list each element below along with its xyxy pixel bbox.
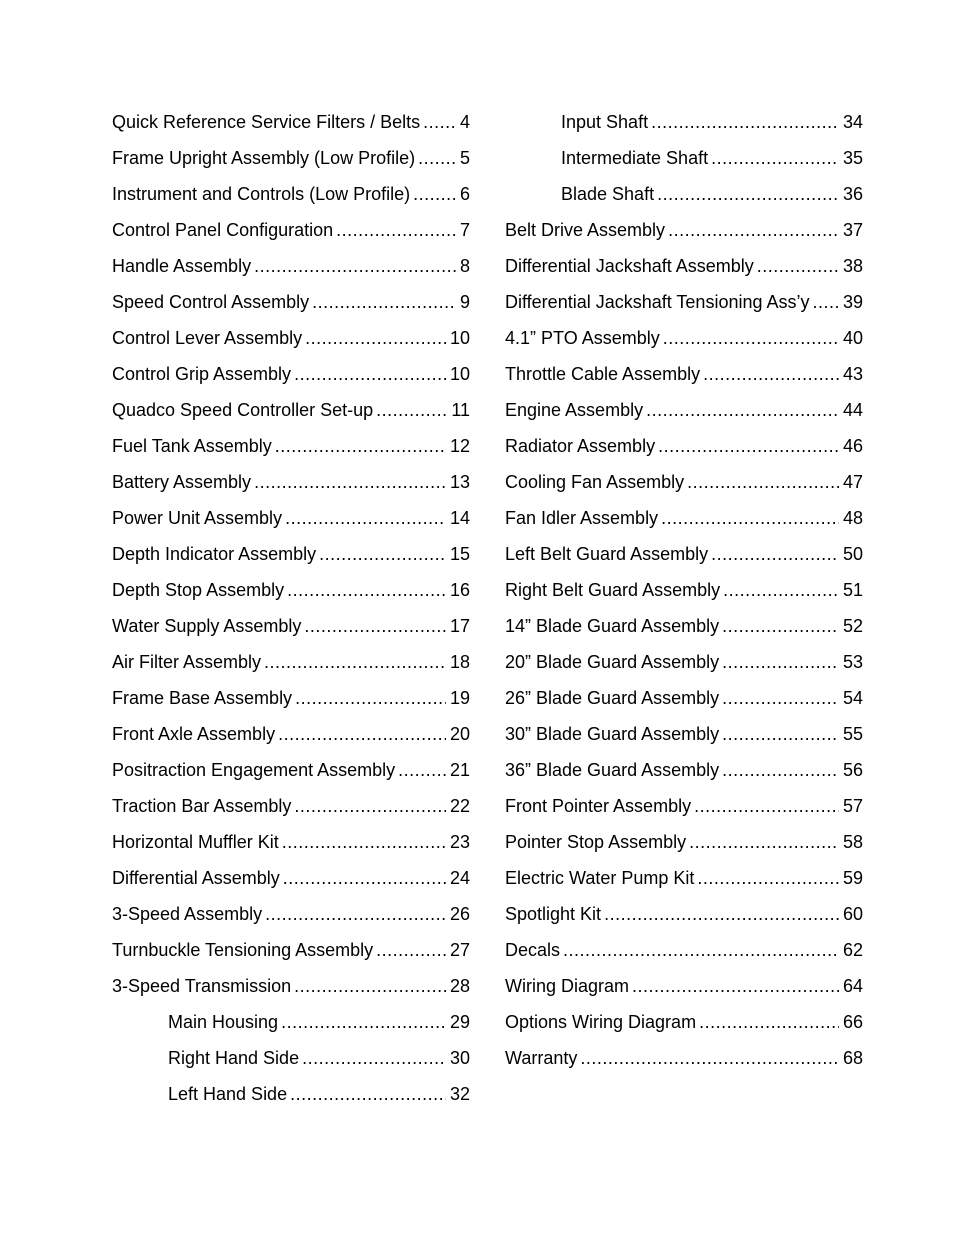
dot-leader xyxy=(281,1008,446,1036)
toc-entry[interactable] xyxy=(112,792,470,828)
toc-entry-title: Differential Jackshaft Tensioning Ass’y xyxy=(505,292,810,312)
toc-entry-title: 30” Blade Guard Assembly xyxy=(505,724,720,744)
dot-leader xyxy=(376,396,447,424)
dot-leader xyxy=(336,216,456,244)
toc-entry-page-number: 50 xyxy=(842,544,863,564)
dot-leader xyxy=(285,504,446,532)
toc-entry-title: Frame Base Assembly xyxy=(112,688,293,708)
dot-leader xyxy=(668,216,839,244)
toc-entry[interactable] xyxy=(112,252,470,288)
toc-entry-title: Spotlight Kit xyxy=(505,904,602,924)
dot-leader xyxy=(376,936,446,964)
dot-leader xyxy=(275,432,446,460)
toc-entry-page-number: 51 xyxy=(842,580,863,600)
toc-entry[interactable] xyxy=(112,756,470,792)
dot-leader xyxy=(757,252,839,280)
toc-entry[interactable] xyxy=(112,1080,470,1116)
toc-entry-page-number: 27 xyxy=(449,940,470,960)
toc-entry-page-number: 53 xyxy=(842,652,863,672)
toc-entry-page-number: 13 xyxy=(449,472,470,492)
toc-entry-title: Turnbuckle Tensioning Assembly xyxy=(112,940,374,960)
dot-leader xyxy=(265,900,446,928)
toc-entry[interactable] xyxy=(505,432,863,468)
toc-entry[interactable] xyxy=(505,576,863,612)
dot-leader xyxy=(703,360,839,388)
dot-leader xyxy=(723,576,839,604)
dot-leader xyxy=(687,468,839,496)
toc-entry-title: Differential Jackshaft Assembly xyxy=(505,256,754,276)
toc-entry-title: Control Panel Configuration xyxy=(112,220,334,240)
toc-entry[interactable] xyxy=(505,288,863,324)
dot-leader xyxy=(254,468,446,496)
toc-entry-page-number: 39 xyxy=(842,292,863,312)
toc-entry-page-number: 11 xyxy=(451,400,470,420)
toc-entry[interactable] xyxy=(112,396,470,432)
toc-entry[interactable] xyxy=(505,396,863,432)
toc-entry-title: Speed Control Assembly xyxy=(112,292,310,312)
toc-entry[interactable] xyxy=(112,612,470,648)
toc-entry[interactable] xyxy=(505,540,863,576)
toc-entry[interactable] xyxy=(112,900,470,936)
toc-entry-page-number: 48 xyxy=(842,508,863,528)
dot-leader xyxy=(646,396,839,424)
toc-entry-page-number: 68 xyxy=(842,1048,863,1068)
toc-entry[interactable] xyxy=(505,468,863,504)
toc-entry[interactable] xyxy=(505,900,863,936)
toc-entry[interactable] xyxy=(505,360,863,396)
toc-entry-page-number: 34 xyxy=(842,112,863,132)
dot-leader xyxy=(661,504,839,532)
toc-entry-page-number: 23 xyxy=(449,832,470,852)
toc-entry[interactable] xyxy=(505,936,863,972)
dot-leader xyxy=(711,540,839,568)
toc-entry-title: Depth Stop Assembly xyxy=(112,580,285,600)
toc-entry[interactable] xyxy=(505,108,863,144)
toc-entry-title: Wiring Diagram xyxy=(505,976,630,996)
toc-entry[interactable] xyxy=(112,972,470,1008)
toc-entry-title: 20” Blade Guard Assembly xyxy=(505,652,720,672)
toc-entry-page-number: 24 xyxy=(449,868,470,888)
toc-entry[interactable] xyxy=(112,180,470,216)
toc-entry-page-number: 21 xyxy=(449,760,470,780)
dot-leader xyxy=(398,756,446,784)
dot-leader xyxy=(689,828,839,856)
toc-entry-title: Input Shaft xyxy=(561,112,649,132)
toc-entry-title: Fuel Tank Assembly xyxy=(112,436,272,456)
toc-entry-page-number: 22 xyxy=(449,796,470,816)
toc-entry-page-number: 12 xyxy=(449,436,470,456)
toc-entry-page-number: 15 xyxy=(449,544,470,564)
toc-entry-page-number: 16 xyxy=(449,580,470,600)
dot-leader xyxy=(287,576,446,604)
toc-entry-title: 4.1” PTO Assembly xyxy=(505,328,660,348)
toc-entry[interactable] xyxy=(505,1044,863,1080)
toc-entry-page-number: 66 xyxy=(842,1012,863,1032)
toc-entry[interactable] xyxy=(112,864,470,900)
dot-leader xyxy=(658,432,839,460)
toc-entry-title: Control Lever Assembly xyxy=(112,328,303,348)
toc-entry-title: 3-Speed Transmission xyxy=(112,976,292,996)
toc-entry-page-number: 57 xyxy=(842,796,863,816)
toc-entry-page-number: 10 xyxy=(449,328,470,348)
dot-leader xyxy=(264,648,446,676)
toc-entry[interactable] xyxy=(112,288,470,324)
toc-entry-title: Options Wiring Diagram xyxy=(505,1012,697,1032)
toc-entry-page-number: 60 xyxy=(842,904,863,924)
toc-entry[interactable] xyxy=(505,648,863,684)
toc-column-right xyxy=(505,108,863,1080)
toc-entry-title: Throttle Cable Assembly xyxy=(505,364,701,384)
dot-leader xyxy=(283,864,446,892)
toc-entry-title: Differential Assembly xyxy=(112,868,280,888)
toc-entry-page-number: 26 xyxy=(449,904,470,924)
toc-entry-title: 14” Blade Guard Assembly xyxy=(505,616,720,636)
toc-entry-title: Control Grip Assembly xyxy=(112,364,292,384)
toc-entry-title: 3-Speed Assembly xyxy=(112,904,263,924)
toc-entry-page-number: 7 xyxy=(459,220,470,240)
dot-leader xyxy=(632,972,839,1000)
toc-entry-page-number: 43 xyxy=(842,364,863,384)
dot-leader xyxy=(813,288,839,316)
toc-entry[interactable] xyxy=(505,1008,863,1044)
dot-leader xyxy=(580,1044,839,1072)
dot-leader xyxy=(651,108,839,136)
toc-entry-page-number: 8 xyxy=(459,256,470,276)
toc-entry-page-number: 10 xyxy=(449,364,470,384)
toc-entry-page-number: 52 xyxy=(842,616,863,636)
dot-leader xyxy=(563,936,839,964)
toc-entry[interactable] xyxy=(505,684,863,720)
toc-entry-page-number: 29 xyxy=(449,1012,470,1032)
toc-entry-title: Air Filter Assembly xyxy=(112,652,262,672)
dot-leader xyxy=(663,324,839,352)
toc-entry-title: Warranty xyxy=(505,1048,578,1068)
dot-leader xyxy=(697,864,839,892)
dot-leader xyxy=(282,828,446,856)
dot-leader xyxy=(312,288,456,316)
toc-entry-title: Handle Assembly xyxy=(112,256,252,276)
toc-entry-page-number: 55 xyxy=(842,724,863,744)
toc-entry-title: Front Axle Assembly xyxy=(112,724,276,744)
toc-entry[interactable] xyxy=(112,720,470,756)
toc-entry-page-number: 37 xyxy=(842,220,863,240)
toc-entry-page-number: 36 xyxy=(842,184,863,204)
toc-entry[interactable] xyxy=(505,252,863,288)
toc-entry-title: Main Housing xyxy=(168,1012,279,1032)
toc-column-left xyxy=(112,108,470,1116)
toc-entry-title: Radiator Assembly xyxy=(505,436,656,456)
dot-leader xyxy=(302,1044,446,1072)
toc-entry[interactable] xyxy=(112,576,470,612)
toc-entry-page-number: 30 xyxy=(449,1048,470,1068)
dot-leader xyxy=(604,900,839,928)
toc-entry-title: Intermediate Shaft xyxy=(561,148,709,168)
dot-leader xyxy=(418,144,456,172)
toc-entry-page-number: 19 xyxy=(449,688,470,708)
dot-leader xyxy=(722,612,839,640)
dot-leader xyxy=(294,792,446,820)
toc-entry[interactable] xyxy=(112,648,470,684)
toc-entry[interactable] xyxy=(505,612,863,648)
dot-leader xyxy=(413,180,456,208)
toc-entry[interactable] xyxy=(112,216,470,252)
toc-entry-title: 36” Blade Guard Assembly xyxy=(505,760,720,780)
toc-entry-title: Instrument and Controls (Low Profile) xyxy=(112,184,411,204)
dot-leader xyxy=(294,972,446,1000)
toc-entry-page-number: 54 xyxy=(842,688,863,708)
toc-entry-title: Left Hand Side xyxy=(168,1084,288,1104)
toc-entry[interactable] xyxy=(112,936,470,972)
toc-entry[interactable] xyxy=(505,324,863,360)
toc-entry[interactable] xyxy=(112,432,470,468)
toc-entry-title: Frame Upright Assembly (Low Profile) xyxy=(112,148,416,168)
toc-entry-title: Belt Drive Assembly xyxy=(505,220,666,240)
dot-leader xyxy=(423,108,456,136)
toc-entry-title: Traction Bar Assembly xyxy=(112,796,292,816)
toc-entry[interactable] xyxy=(112,324,470,360)
dot-leader xyxy=(254,252,456,280)
toc-entry-page-number: 14 xyxy=(449,508,470,528)
toc-entry-title: Depth Indicator Assembly xyxy=(112,544,317,564)
dot-leader xyxy=(657,180,839,208)
toc-entry[interactable] xyxy=(112,684,470,720)
toc-entry-title: Horizontal Muffler Kit xyxy=(112,832,279,852)
toc-entry-page-number: 35 xyxy=(842,148,863,168)
toc-entry-page-number: 64 xyxy=(842,976,863,996)
dot-leader xyxy=(722,684,839,712)
toc-entry[interactable] xyxy=(112,144,470,180)
toc-entry-title: Pointer Stop Assembly xyxy=(505,832,687,852)
toc-entry-page-number: 58 xyxy=(842,832,863,852)
toc-entry-title: Fan Idler Assembly xyxy=(505,508,659,528)
toc-entry-page-number: 9 xyxy=(459,292,470,312)
dot-leader xyxy=(290,1080,446,1108)
toc-entry[interactable] xyxy=(505,504,863,540)
toc-entry[interactable] xyxy=(505,720,863,756)
dot-leader xyxy=(722,720,839,748)
toc-entry-page-number: 40 xyxy=(842,328,863,348)
dot-leader xyxy=(722,648,839,676)
toc-entry-page-number: 62 xyxy=(842,940,863,960)
toc-entry[interactable] xyxy=(505,216,863,252)
toc-entry-page-number: 44 xyxy=(842,400,863,420)
toc-entry-page-number: 38 xyxy=(842,256,863,276)
toc-entry[interactable] xyxy=(505,828,863,864)
toc-entry[interactable] xyxy=(505,756,863,792)
dot-leader xyxy=(699,1008,839,1036)
toc-entry[interactable] xyxy=(505,792,863,828)
toc-entry-title: Electric Water Pump Kit xyxy=(505,868,695,888)
toc-entry-page-number: 18 xyxy=(449,652,470,672)
toc-entry[interactable] xyxy=(112,360,470,396)
dot-leader xyxy=(694,792,839,820)
toc-entry-page-number: 4 xyxy=(459,112,470,132)
toc-entry[interactable] xyxy=(505,864,863,900)
toc-entry-title: Right Hand Side xyxy=(168,1048,300,1068)
toc-entry-title: Decals xyxy=(505,940,561,960)
toc-entry[interactable] xyxy=(112,468,470,504)
dot-leader xyxy=(295,684,446,712)
toc-entry-title: Positraction Engagement Assembly xyxy=(112,760,396,780)
toc-entry-page-number: 17 xyxy=(449,616,470,636)
toc-entry[interactable] xyxy=(112,540,470,576)
toc-entry-title: Power Unit Assembly xyxy=(112,508,283,528)
toc-entry-page-number: 47 xyxy=(842,472,863,492)
toc-entry-page-number: 6 xyxy=(459,184,470,204)
toc-entry-title: Blade Shaft xyxy=(561,184,655,204)
dot-leader xyxy=(294,360,446,388)
toc-entry-title: Quick Reference Service Filters / Belts xyxy=(112,112,421,132)
toc-entry[interactable] xyxy=(112,1008,470,1044)
toc-entry[interactable] xyxy=(112,1044,470,1080)
dot-leader xyxy=(304,612,446,640)
dot-leader xyxy=(319,540,446,568)
toc-entry-title: Right Belt Guard Assembly xyxy=(505,580,721,600)
toc-entry[interactable] xyxy=(505,972,863,1008)
toc-entry[interactable] xyxy=(505,144,863,180)
toc-entry-title: Left Belt Guard Assembly xyxy=(505,544,709,564)
toc-entry[interactable] xyxy=(112,108,470,144)
toc-entry-page-number: 56 xyxy=(842,760,863,780)
toc-entry-title: Battery Assembly xyxy=(112,472,252,492)
toc-entry-page-number: 59 xyxy=(842,868,863,888)
toc-entry[interactable] xyxy=(112,504,470,540)
toc-entry[interactable] xyxy=(112,828,470,864)
toc-entry-title: Quadco Speed Controller Set-up xyxy=(112,400,374,420)
toc-entry-title: 26” Blade Guard Assembly xyxy=(505,688,720,708)
toc-entry[interactable] xyxy=(505,180,863,216)
toc-entry-page-number: 28 xyxy=(449,976,470,996)
toc-entry-title: Water Supply Assembly xyxy=(112,616,302,636)
dot-leader xyxy=(711,144,839,172)
dot-leader xyxy=(305,324,446,352)
dot-leader xyxy=(722,756,839,784)
toc-entry-page-number: 5 xyxy=(459,148,470,168)
toc-entry-title: Front Pointer Assembly xyxy=(505,796,692,816)
toc-entry-page-number: 32 xyxy=(449,1084,470,1104)
toc-entry-title: Cooling Fan Assembly xyxy=(505,472,685,492)
toc-entry-page-number: 20 xyxy=(449,724,470,744)
dot-leader xyxy=(278,720,446,748)
toc-entry-page-number: 46 xyxy=(842,436,863,456)
toc-entry-title: Engine Assembly xyxy=(505,400,644,420)
